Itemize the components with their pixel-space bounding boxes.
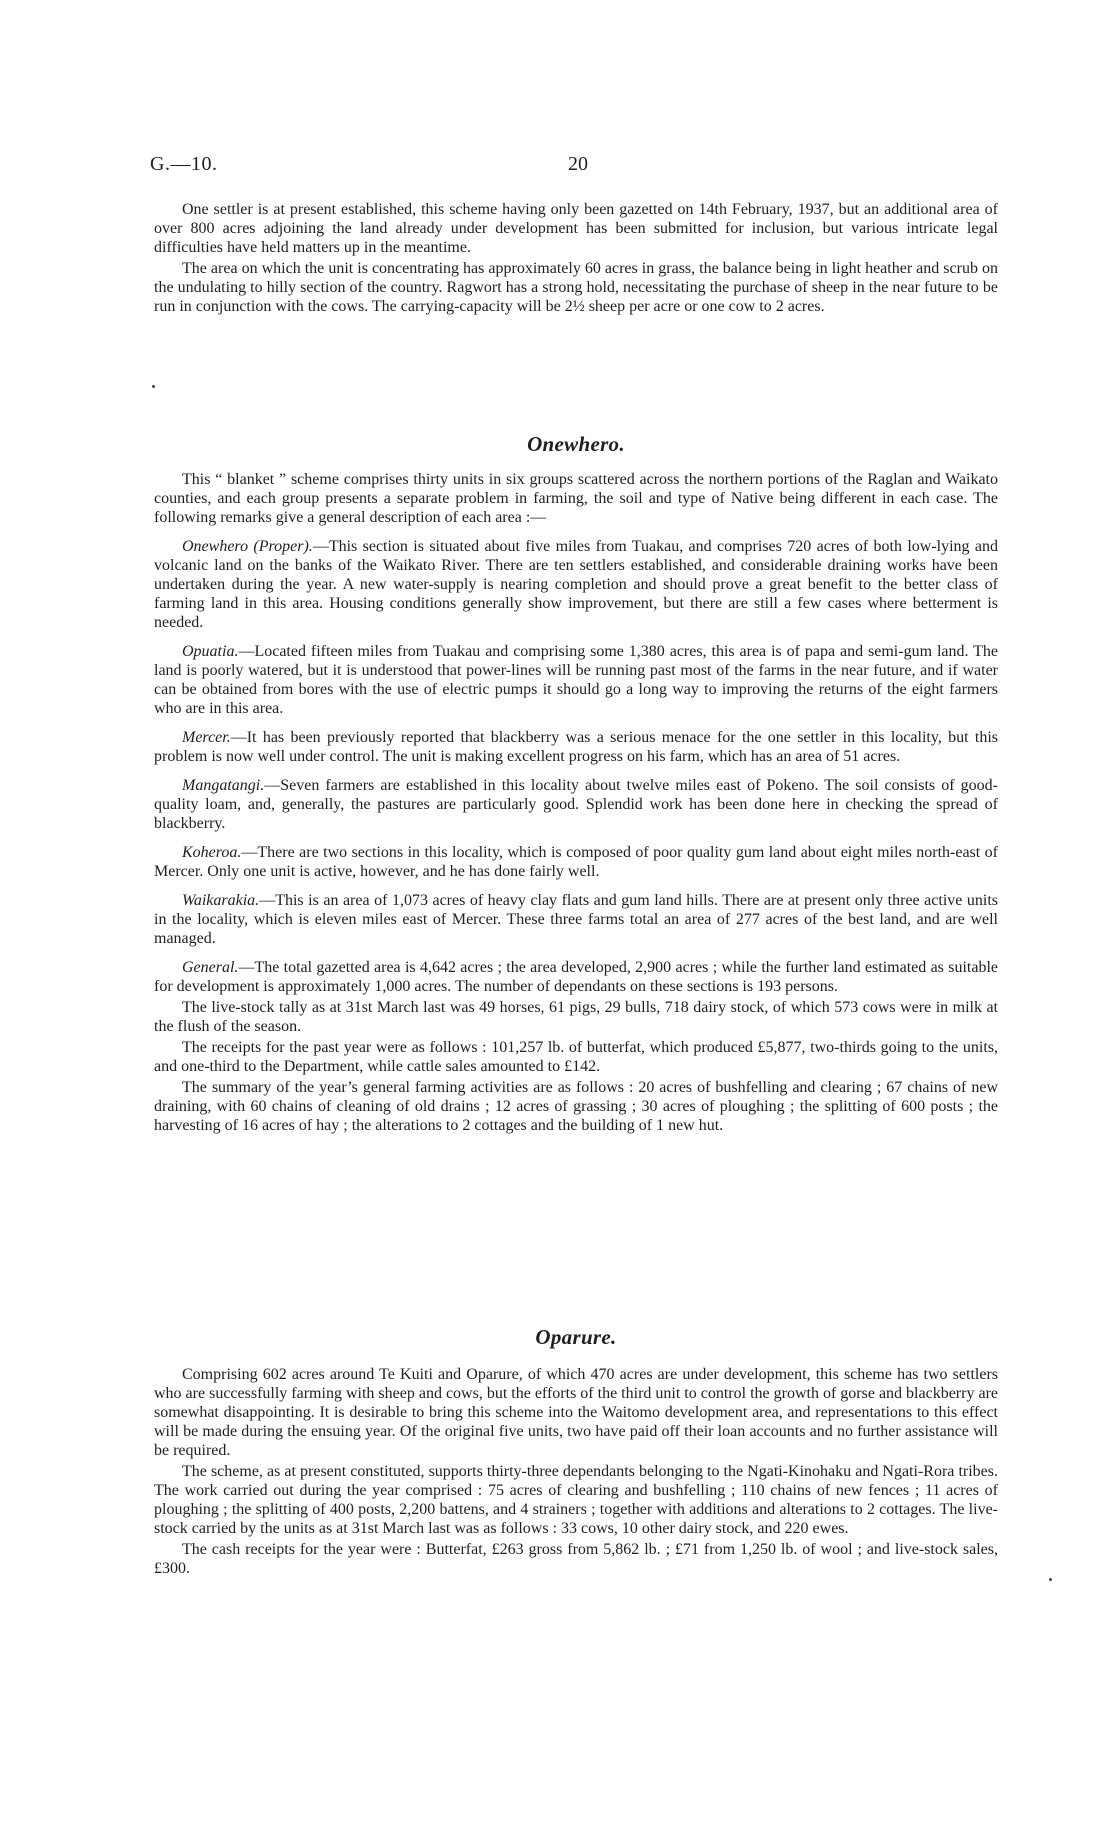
- area-lead: Onewhero (Proper).: [182, 538, 313, 555]
- onewhero-section: [154, 470, 998, 1135]
- oparure-paragraph: The cash receipts for the year were : Butterfat, £263 gross from 5,862 lb. ; £71 from 1,250 lb. of wool ; and live-stock sales, £300.: [154, 1541, 998, 1577]
- area-text: —Located fifteen miles from Tuakau and comprising some 1,380 acres, this area is of papa and semi-gum land. The land is poorly watered, but it is understood that power-lines will be running past most of the farms in the near future, and if water can be obtained from bores with the use of electric pumps it should go a long way to improving the returns of the eight farmers who are in this area.: [154, 643, 998, 717]
- onewhero-heading: Onewhero.: [527, 432, 625, 456]
- page-header: [150, 153, 998, 183]
- intro-section: [154, 200, 998, 316]
- area-lead: Koheroa.: [182, 844, 242, 861]
- area-paragraph-waikarakia: [154, 891, 998, 948]
- area-lead: Waikarakia.: [182, 892, 260, 909]
- area-text: —Seven farmers are established in this locality about twelve miles east of Pokeno. The soil consists of good-quality loam, and, generally, the pastures are particularly good. Splendid work has been done here in checking the spread of blackberry.: [154, 777, 998, 832]
- stray-mark: [1049, 1578, 1052, 1581]
- oparure-heading: Oparure.: [535, 1325, 617, 1349]
- activities-paragraph: The summary of the year’s general farming activities are as follows : 20 acres of bushfelling and clearing ; 67 chains of new draining, with 60 chains of cleaning of old drains ; 12 acres of grassing ; 30 acres of ploughing ; the splitting of 600 posts ; the harvesting of 16 acres of hay ; the alterations to 2 cottages and the building of 1 new hut.: [154, 1079, 998, 1134]
- area-text: —This section is situated about five miles from Tuakau, and comprises 720 acres of both low-lying and volcanic land on the banks of the Waikato River. There are ten settlers established, and considerable draining works have been undertaken during the year. A new water-supply is nearing completion and should prove a great benefit to the better class of farming land in this area. Housing conditions generally show improvement, but there are still a few cases where betterment is needed.: [154, 538, 998, 631]
- area-text: —It has been previously reported that blackberry was a serious menace for the one settler in this locality, but this problem is now well under control. The unit is making excellent progress on his farm, which has an area of 51 acres.: [154, 729, 998, 765]
- area-text: —There are two sections in this locality, which is composed of poor quality gum land about eight miles north-east of Mercer. Only one unit is active, however, and he has done fairly well.: [154, 844, 998, 880]
- area-lead: General.: [182, 959, 239, 976]
- area-paragraph-mercer: [154, 728, 998, 766]
- receipts-paragraph: The receipts for the past year were as follows : 101,257 lb. of butterfat, which produced £5,877, two-thirds going to the units, and one-third to the Department, while cattle sales amounted to £142.: [154, 1039, 998, 1075]
- livestock-paragraph: The live-stock tally as at 31st March last was 49 horses, 61 pigs, 29 bulls, 718 dairy stock, of which 573 cows were in milk at the flush of the season.: [154, 999, 998, 1035]
- area-paragraph-opuatia: [154, 642, 998, 718]
- area-paragraph-general: [154, 958, 998, 996]
- area-lead: Opuatia.: [182, 643, 239, 660]
- page-number: 20: [568, 153, 588, 175]
- area-lead: Mangatangi.: [182, 777, 265, 794]
- area-paragraph-mangatangi: [154, 776, 998, 833]
- area-text: —This is an area of 1,073 acres of heavy clay flats and gum land hills. There are at present only three active units in the locality, which is eleven miles east of Mercer. These three farms total an area of 277 acres of the best land, and are well managed.: [154, 892, 998, 947]
- area-lead: Mercer.: [182, 729, 231, 746]
- oparure-section: [154, 1365, 998, 1578]
- area-text: —The total gazetted area is 4,642 acres ; the area developed, 2,900 acres ; while the further land estimated as suitable for development is approximately 1,000 acres. The number of dependants on these sections is 193 persons.: [154, 959, 998, 995]
- document-code: G.—10.: [150, 153, 218, 175]
- onewhero-intro-paragraph: This “ blanket ” scheme comprises thirty units in six groups scattered across the northern portions of the Raglan and Waikato counties, and each group presents a separate problem in farming, the soil and type of Native being different in each case. The following remarks give a general description of each area :—: [154, 471, 998, 526]
- intro-paragraph: One settler is at present established, this scheme having only been gazetted on 14th February, 1937, but an additional area of over 800 acres adjoining the land already under development has been submitted for inclusion, but various intricate legal difficulties have held matters up in the meantime.: [154, 201, 998, 256]
- area-paragraph-onewhero-proper: [154, 537, 998, 632]
- oparure-paragraph: The scheme, as at present constituted, supports thirty-three dependants belonging to the Ngati-Kinohaku and Ngati-Rora tribes. The work carried out during the year comprised : 75 acres of clearing and bushfelling ; 110 chains of new fences ; 11 acres of ploughing ; the splitting of 400 posts, 2,200 battens, and 4 strainers ; together with additions and alterations to 2 cottages. The live-stock carried by the units as at 31st March last was as follows : 33 cows, 10 other dairy stock, and 220 ewes.: [154, 1463, 998, 1537]
- area-paragraph-koheroa: [154, 843, 998, 881]
- stray-mark: [152, 385, 155, 388]
- intro-paragraph: The area on which the unit is concentrating has approximately 60 acres in grass, the balance being in light heather and scrub on the undulating to hilly section of the country. Ragwort has a strong hold, necessitating the purchase of sheep in the near future to be run in conjunction with the cows. The carrying-capacity will be 2½ sheep per acre or one cow to 2 acres.: [154, 260, 998, 315]
- oparure-paragraph: Comprising 602 acres around Te Kuiti and Oparure, of which 470 acres are under development, this scheme has two settlers who are successfully farming with sheep and cows, but the efforts of the third unit to control the growth of gorse and blackberry are somewhat disappointing. It is desirable to bring this scheme into the Waitomo development area, and representations to this effect will be made during the ensuing year. Of the original five units, two have paid off their loan accounts and no further assistance will be required.: [154, 1366, 998, 1459]
